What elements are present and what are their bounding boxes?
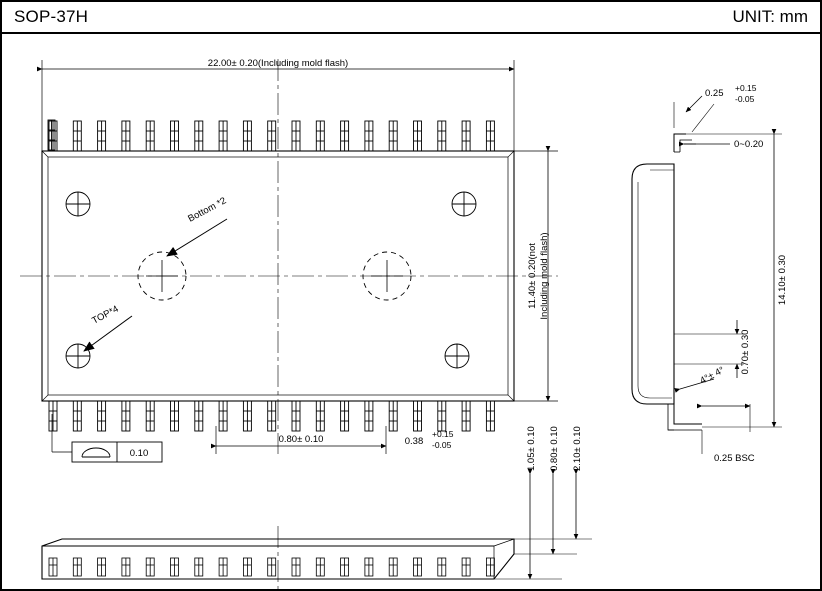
dim-pitch: 0.80± 0.10 [278,434,324,445]
dim-lead-width: 0.38 [404,436,424,447]
dim-lead-angle: 4°± 4° [698,364,727,387]
drawing-header [2,2,820,34]
dim-side-total-height: 14.10± 0.30 [777,254,788,306]
bottom-marker-label: Bottom *2 [186,195,229,225]
dim-standoff: 0~0.20 [734,139,764,150]
dim-lead-width-tol-up: +0.15 [432,429,454,439]
dim-body-height: 11.40± 0.20(not [527,243,538,309]
dim-top-width: 22.00± 0.20(Including mold flash) [207,58,349,69]
page-title: SOP-37H [14,7,89,26]
dim-lead-pitch-bsc: 0.25 BSC [714,453,755,464]
dim-side-lead-thickness-tol-dn: -0.05 [735,94,755,104]
dim-side-lead-thickness: 0.25 [705,88,724,99]
drawing-canvas [2,34,820,589]
dim-side-body-thickness: 0.70± 0.30 [740,329,751,375]
dim-lead-width-tol-dn: -0.05 [432,440,452,450]
dim-front-3: 2.10± 0.10 [572,426,583,471]
flatness-value: 0.10 [129,448,149,459]
dim-front-1: 1.05± 0.10 [526,426,537,471]
dim-body-height-2: Including mold flash) [539,232,550,320]
dim-front-2: 0.80± 0.10 [549,426,560,471]
top-marker-label: TOP*4 [90,303,121,327]
unit-label: UNIT: mm [732,7,808,26]
dim-side-lead-thickness-tol-up: +0.15 [735,83,757,93]
